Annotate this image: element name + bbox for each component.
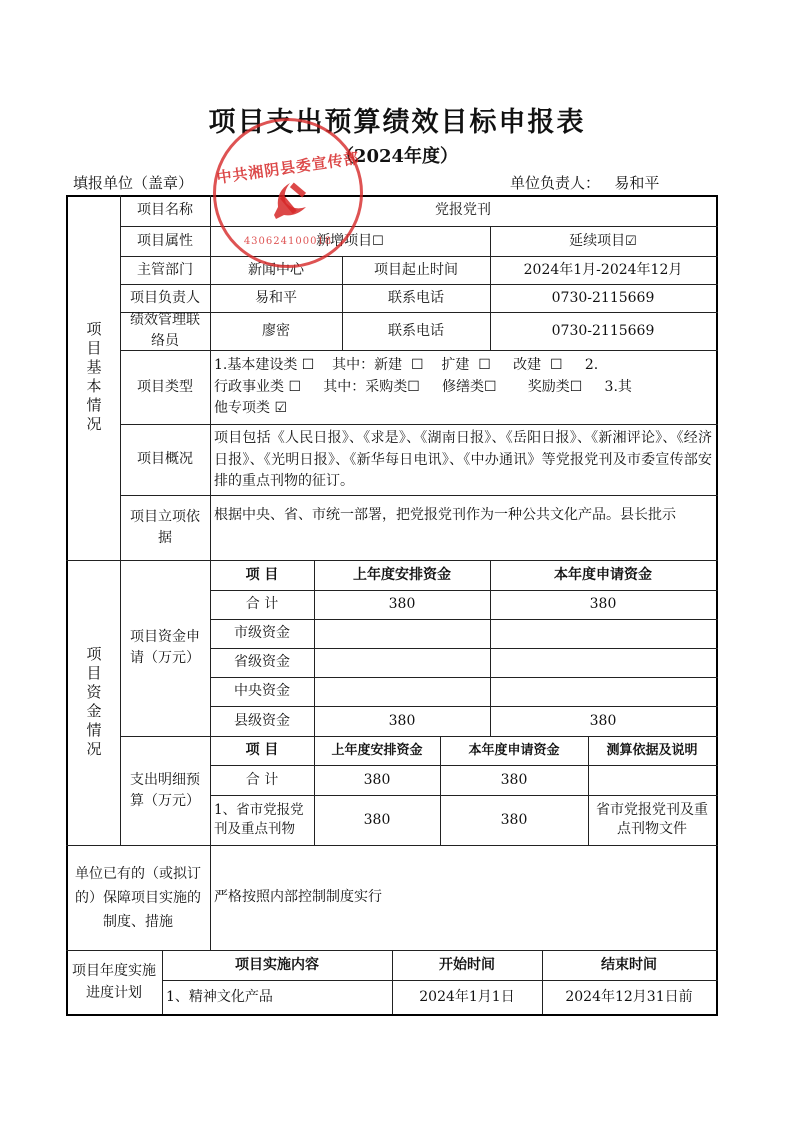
period-label: 项目起止时间 <box>374 261 458 278</box>
fund-apply-label: 项目资金申请（万元） <box>130 629 200 666</box>
schedule-col-end: 结束时间 <box>601 956 657 973</box>
seal-code: 430624100018 <box>243 236 333 247</box>
detail-row-label: 合 计 <box>245 771 279 788</box>
type-line-3: 他专项类 ☑ <box>214 400 288 416</box>
detail-budget-label: 支出明细预算（万元） <box>130 771 200 809</box>
fund-col-this: 本年度申请资金 <box>554 566 652 583</box>
owner-label: 项目负责人 <box>130 289 200 306</box>
basis-text: 根据中央、省、市统一部署，把党报党刊作为一种公共文化产品。县长批示 <box>214 507 676 523</box>
attr-continue-text: 延续项目 <box>569 232 626 249</box>
project-type-label: 项目类型 <box>137 378 193 395</box>
detail-row-label: 1、省市党报党刊及重点刊物 <box>214 802 304 837</box>
attr-continue-option <box>490 226 716 256</box>
party-emblem-icon <box>266 173 316 223</box>
schedule-row-end: 2024年12月31日前 <box>565 988 693 1005</box>
fund-row-label: 省级资金 <box>234 654 290 670</box>
project-attr-label: 项目属性 <box>137 232 193 249</box>
schedule-label: 项目年度实施进度计划 <box>72 963 156 1001</box>
schedule-col-content: 项目实施内容 <box>235 956 319 973</box>
fund-row-label: 市级资金 <box>234 625 290 641</box>
fund-row-this <box>490 677 716 706</box>
section-basic-label: 项目基本情况 <box>84 320 103 435</box>
detail-col-note: 测算依据及说明 <box>606 743 698 758</box>
project-name-label: 项目名称 <box>137 202 193 218</box>
system-text: 严格按照内部控制制度实行 <box>214 889 382 905</box>
period-value: 2024年1月-2024年12月 <box>523 261 683 278</box>
detail-row-last: 380 <box>363 811 391 828</box>
fund-row-this <box>490 619 716 648</box>
fund-row-label: 县级资金 <box>234 712 290 729</box>
fund-row-this <box>490 648 716 677</box>
schedule-row-content: 1、精神文化产品 <box>166 988 273 1005</box>
fund-row-last: 380 <box>388 712 416 729</box>
detail-col-this: 本年度申请资金 <box>468 743 560 758</box>
detail-col-last: 上年度安排资金 <box>331 743 423 758</box>
perf-contact-value: 廖密 <box>262 322 290 339</box>
fund-row-this: 380 <box>589 596 617 612</box>
fund-row-last <box>314 677 490 706</box>
dept-label: 主管部门 <box>137 261 193 278</box>
system-label: 单位已有的（或拟订的）保障项目实施的制度、措施 <box>75 865 201 930</box>
perf-phone-value: 0730-2115669 <box>551 322 655 339</box>
unit-leader-label: 单位负责人： <box>510 174 601 192</box>
fill-unit-label: 填报单位（盖章） <box>73 174 194 192</box>
detail-row-note: 省市党报党刊及重点刊物文件 <box>596 802 708 837</box>
attr-new-checkbox: ☐ <box>372 233 384 249</box>
fund-row-this: 380 <box>589 712 617 729</box>
overview-text: 项目包括《人民日报》、《求是》、《湖南日报》、《岳阳日报》、《新湘评论》、《经济日报》、《光明日报》、《新华每日电讯》、《中办通讯》等党报党刊及市委宣传部安排的重点刊物的征订。 <box>214 430 712 489</box>
attr-continue-checkbox: ☑ <box>625 233 637 249</box>
attr-new-text: 新增项目 <box>316 232 373 249</box>
type-line-2: 行政事业类 ☐ 其中：采购类☐ 修缮类☐ 奖励类☐ 3.其 <box>214 378 632 395</box>
project-type-options <box>214 355 714 420</box>
project-name-value: 党报党刊 <box>435 202 491 218</box>
perf-phone-label: 联系电话 <box>388 322 444 339</box>
basis-label: 项目立项依据 <box>130 508 200 546</box>
form-year: （2024年度） <box>335 146 459 167</box>
schedule-col-start: 开始时间 <box>439 956 495 973</box>
owner-phone-label: 联系电话 <box>388 289 444 306</box>
seal-text: 中共湘阴县委宣传部 <box>215 149 361 187</box>
unit-leader <box>510 172 659 193</box>
fund-row-last: 380 <box>388 596 416 612</box>
schedule-row-start: 2024年1月1日 <box>419 988 515 1005</box>
fund-col-last: 上年度安排资金 <box>353 566 451 583</box>
overview-label: 项目概况 <box>137 451 193 467</box>
owner-value: 易和平 <box>255 289 297 306</box>
unit-leader-name: 易和平 <box>614 174 660 192</box>
owner-phone-value: 0730-2115669 <box>551 289 655 306</box>
detail-row-this: 380 <box>500 771 528 788</box>
detail-col-item: 项 目 <box>245 742 279 758</box>
detail-row-this: 380 <box>500 811 528 828</box>
form-title: 项目支出预算绩效目标申报表 <box>208 107 586 138</box>
official-seal <box>213 118 363 268</box>
section-funds-label: 项目资金情况 <box>84 645 103 760</box>
fund-row-last <box>314 648 490 677</box>
perf-contact-label: 绩效管理联络员 <box>130 312 200 349</box>
fund-row-label: 中央资金 <box>234 683 290 699</box>
dept-value: 新闻中心 <box>248 261 304 278</box>
detail-row-note <box>588 765 716 795</box>
detail-row-last: 380 <box>363 771 391 788</box>
fund-col-item: 项 目 <box>245 566 279 583</box>
fund-row-last <box>314 619 490 648</box>
type-line-1: 1.基本建设类 ☐ 其中：新建 ☐ 扩建 ☐ 改建 ☐ 2. <box>214 357 599 373</box>
fund-row-label: 合 计 <box>245 596 279 612</box>
